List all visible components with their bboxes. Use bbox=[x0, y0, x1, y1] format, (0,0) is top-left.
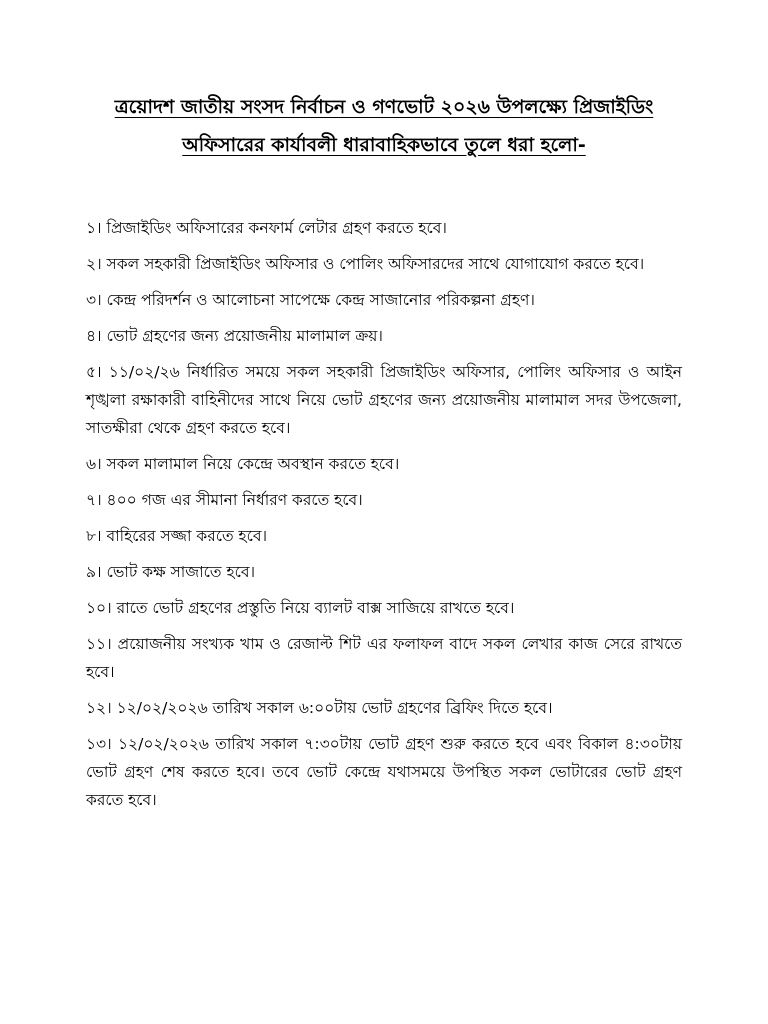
list-item: ১। প্রিজাইডিং অফিসারের কনফার্ম লেটার গ্রহণ করতে হবে। bbox=[86, 219, 447, 237]
list-item: ১২। ১২/০২/২০২৬ তারিখ সকাল ৬:০০টায় ভোট গ্রহণের ব্রিফিং দিতে হবে। bbox=[86, 699, 553, 717]
list-item: ৪। ভোট গ্রহণের জন্য প্রয়োজনীয় মালামাল ক্রয়। bbox=[86, 327, 383, 345]
document-title bbox=[86, 88, 682, 164]
list-item: ৩। কেন্দ্র পরিদর্শন ও আলোচনা সাপেক্ষে কেন্দ্র সাজানোর পরিকল্পনা গ্রহণ। bbox=[86, 291, 535, 309]
list-item: ১৩। ১২/০২/২০২৬ তারিখ সকাল ৭:৩০টায় ভোট গ্রহণ শুরু করতে হবে এবং বিকাল ৪:৩০টায় ভোট গ্রহণ শেষ করতে হবে। তবে ভোট কেন্দ্রে যথাসময়ে উপস্থিত সকল ভোটারের ভোট গ্রহণ করতে হবে। bbox=[86, 735, 682, 809]
list-item: ১০। রাতে ভোট গ্রহণের প্রস্তুতি নিয়ে ব্যালট বাক্স সাজিয়ে রাখতে হবে। bbox=[86, 599, 515, 617]
list-item: ৭। ৪০০ গজ এর সীমানা নির্ধারণ করতে হবে। bbox=[86, 491, 363, 509]
list-item: ৫। ১১/০২/২৬ নির্ধারিত সময়ে সকল সহকারী প্রিজাইডিং অফিসার, পোলিং অফিসার ও আইন শৃঙ্খলা রক্ষাকারী বাহিনীদের সাথে নিয়ে ভোট গ্রহণের জন্য প্রয়োজনীয় মালামাল সদর উপজেলা, সাতক্ষীরা থেকে গ্রহণ করতে হবে। bbox=[86, 363, 682, 437]
list-item: ৯। ভোট কক্ষ সাজাতে হবে। bbox=[86, 563, 255, 581]
title-line-1: ত্রয়োদশ জাতীয় সংসদ নির্বাচন ও গণভোট ২০২৬ উপলক্ষ্যে প্রিজাইডিং bbox=[114, 96, 654, 118]
list-item: ২। সকল সহকারী প্রিজাইডিং অফিসার ও পোলিং অফিসারদের সাথে যোগাযোগ করতে হবে। bbox=[86, 255, 645, 273]
list-item: ১১। প্রয়োজনীয় সংখ্যক খাম ও রেজাল্ট শিট এর ফলাফল বাদে সকল লেখার কাজ সেরে রাখতে হবে। bbox=[86, 635, 682, 681]
duty-list bbox=[86, 214, 682, 814]
title-line-2: অফিসারের কার্যাবলী ধারাবাহিকভাবে তুলে ধরা হলো- bbox=[182, 134, 586, 156]
list-item: ৬। সকল মালামাল নিয়ে কেন্দ্রে অবস্থান করতে হবে। bbox=[86, 455, 400, 473]
document-page bbox=[86, 88, 682, 822]
list-item: ৮। বাহিরের সজ্জা করতে হবে। bbox=[86, 527, 268, 545]
